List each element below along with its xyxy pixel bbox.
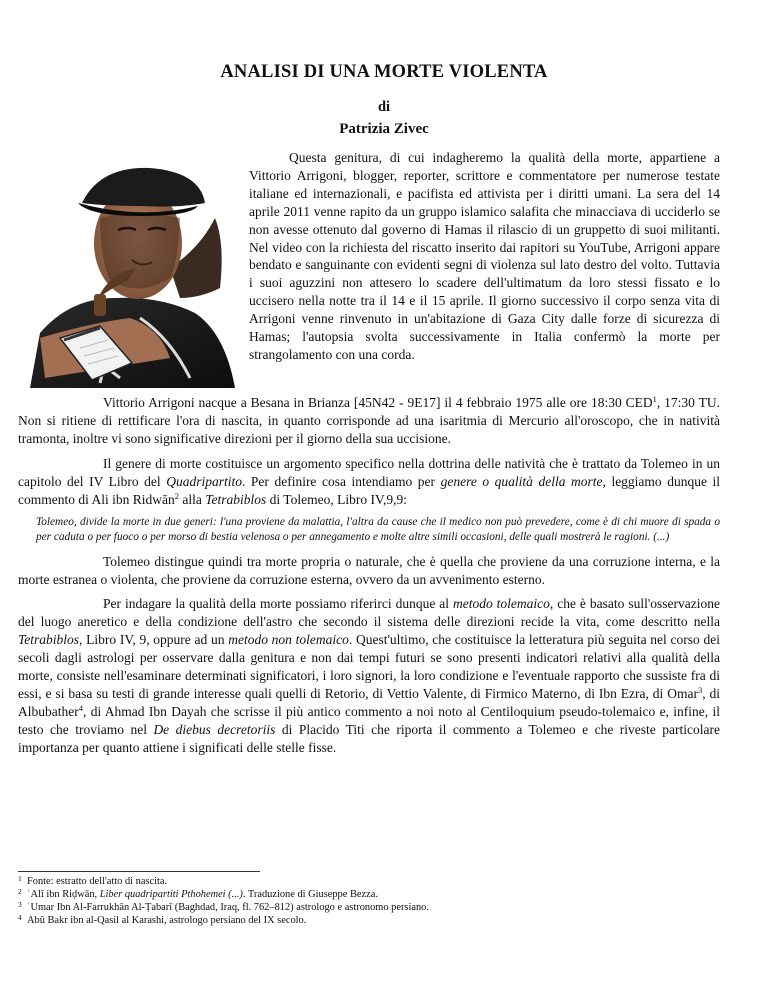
- footnote-3: 3 ʿUmar Ibn Al-Farrukhān Al-Ṭabarī (Baghdad, Iraq, fl. 762–812) astrologo e astronomo persiano.: [18, 899, 429, 913]
- paragraph-birth-data: [18, 394, 720, 448]
- byline-di: di: [377, 99, 391, 115]
- italic-text: metodo tolemaico: [452, 596, 550, 612]
- text-run: , Libro IV, 9, oppure ad un: [79, 632, 229, 648]
- footnotes: [18, 876, 720, 928]
- footnote-text: Abû Bakr ibn al-Qasil al Karashi, astrologo persiano del IX secolo.: [27, 914, 307, 926]
- footnote-4: 4 Abû Bakr ibn al-Qasil al Karashi, astrologo persiano del IX secolo.: [18, 912, 307, 926]
- author-name: Patrizia Zivec: [339, 121, 429, 137]
- intro-paragraph: Questa genitura, di cui indagheremo la qualità della morte, appartiene a Vittorio Arrigoni, blogger, reporter, scrittore e commentatore per numerose testate italiane ed internazionali, e pacifista ed attivista per i diritti umani. La sera del 14 aprile 2011 venne rapito da un gruppo islamico salafita che minacciava di ucciderlo se non avesse ottenuto dal governo di Hamas il rilascio di un gruppetto di suoi militanti. Nel video con la richiesta del riscatto inserito dai rapitori su YouTube, Arrigoni appare bendato e sanguinante con evidenti segni di violenza sul lato destro del volto. Tuttavia i suoi aguzzini non attesero lo scadere dell'ultimatum da loro stessi fissato e lo uccisero nella notte tra il 14 e il 15 aprile. Il giorno successivo il corpo senza vita di Arrigoni venne rinvenuto in un'abitazione di Gaza City dalle forze di sicurezza di Hamas; l'autopsia svolta successivamente in Italia confermò la morte per strangolamento con una corda.: [249, 150, 720, 362]
- text-run: di Tolemeo, Libro IV,9,9:: [266, 491, 407, 507]
- text-run: , 17:30 TU. Non si ritiene di rettificare l'ora di nascita, in quanto corrisponde ad una isaritmia di Mercurio all'oroscopo, che in natività tramonta, inoltre vi sono significative direzioni per il giorno della sua uccisione.: [18, 395, 720, 446]
- footnote-divider: [18, 871, 260, 872]
- text-run: Per indagare la qualità della morte possiamo riferirci dunque al: [103, 596, 453, 612]
- text-run: alla: [179, 491, 206, 507]
- footnote-text: ʿUmar Ibn Al-Farrukhān Al-Ṭabarī (Baghdad, Iraq, fl. 762–812) astrologo e astronomo persiano.: [27, 901, 429, 913]
- italic-text: De diebus decretoriis: [153, 721, 276, 737]
- block-quote: Tolemeo, divide la morte in due generi: l'una proviene da malattia, l'altra da cause che il medico non può prevedere, come è di chi muore di spada o per caduta o per fuoco o per morso di bestia velenosa o per annegamento e molte altre simili occasioni, delle quali mostrerà le ragioni. (...): [36, 516, 720, 544]
- text-run: . Per definire cosa intendiamo per: [241, 473, 441, 489]
- article-body: [18, 394, 720, 764]
- italic-text: Quadripartito: [166, 473, 242, 489]
- footnote-1: 1 Fonte: estratto dell'atto di nascita.: [18, 874, 168, 887]
- footnote-2: 2 ʿAlī ibn Riḍwān, Liber quadripartiti Pthohemei (...). Traduzione di Giuseppe Bezza.: [18, 886, 378, 900]
- paragraph-genre-of-death: [18, 455, 720, 509]
- text-run: , che è basato sull'osservazione del luogo aneretico e della condizione dell'astro che secondo il sistema delle direzioni recide la vita, come descritto nella: [18, 596, 720, 630]
- footnote-ref-2[interactable]: 2: [174, 490, 179, 501]
- italic-text: genere o qualità della morte: [440, 473, 603, 489]
- paragraph-methods: [18, 595, 720, 756]
- text-run: . Quest'ultimo, che costituisce la letteratura più seguita nel corso dei secoli dagli astrologi per osservare dalla genitura e non dai tempi futuri se sono presenti indicatori relativi alla qualità della morte, consiste nell'esaminare determinati significatori, i loro signori, la loro condizione e l'eventuale rapporto che sussiste fra di essi, e si basa su testi di grande interesse quali quelli di Retorio, di Vettio Valente, di Firmico Materno, di Ibn Ezra, di Omar: [18, 632, 720, 701]
- document-title: ANALISI DI UNA MORTE VIOLENTA: [220, 62, 548, 82]
- footnote-text: Fonte: estratto dell'atto di nascita.: [27, 876, 168, 887]
- text-run: di Placido Titi che riporta il commento a Tolemeo e che riveste particolare importanza per quanto attiene i significati delle stelle fisse.: [18, 721, 720, 755]
- footnote-ref-4[interactable]: 4: [78, 702, 83, 713]
- text-run: Vittorio Arrigoni nacque a Besana in Brianza [45N42 - 9E17] il 4 febbraio 1975 alle ore 18:30 CED: [103, 395, 653, 410]
- text-run: , leggiamo dunque il commento di Ali ibn Ridwān: [18, 473, 721, 507]
- italic-text: Tetrabiblos: [18, 632, 80, 648]
- paragraph-natural-vs-violent: Tolemeo distingue quindi tra morte propria o naturale, che è quella che proviene da una corruzione interna, e la morte estranea o violenta, che proviene da corruzione esterna, ovvero da un avvenimento esterno.: [18, 553, 720, 587]
- intro-paragraph-block: [249, 149, 720, 364]
- footnote-italic-title: Liber quadripartiti Pthohemei (...): [99, 888, 243, 900]
- text-run: , di Ahmad Ibn Dayah che scrisse il più antico commento a noi noto al Centiloquium pseudo-tolemaico e, infine, il testo che troviamo nel: [18, 703, 720, 737]
- footnote-text: . Traduzione di Giuseppe Bezza.: [242, 888, 378, 900]
- footnote-ref-3[interactable]: 3: [697, 684, 703, 695]
- footnote-text: ʿAlī ibn Riḍwān,: [27, 888, 100, 900]
- footnote-ref-1[interactable]: 1: [652, 394, 657, 404]
- italic-text: metodo non tolemaico: [228, 632, 349, 648]
- text-run: , di Albubather: [18, 685, 720, 719]
- text-run: Il genere di morte costituisce un argomento specifico nella dottrina delle natività che è trattato da Tolemeo in un capitolo del IV Libro del: [18, 455, 720, 489]
- portrait-photo: [20, 148, 242, 388]
- italic-text: Tetrabiblos: [205, 491, 267, 507]
